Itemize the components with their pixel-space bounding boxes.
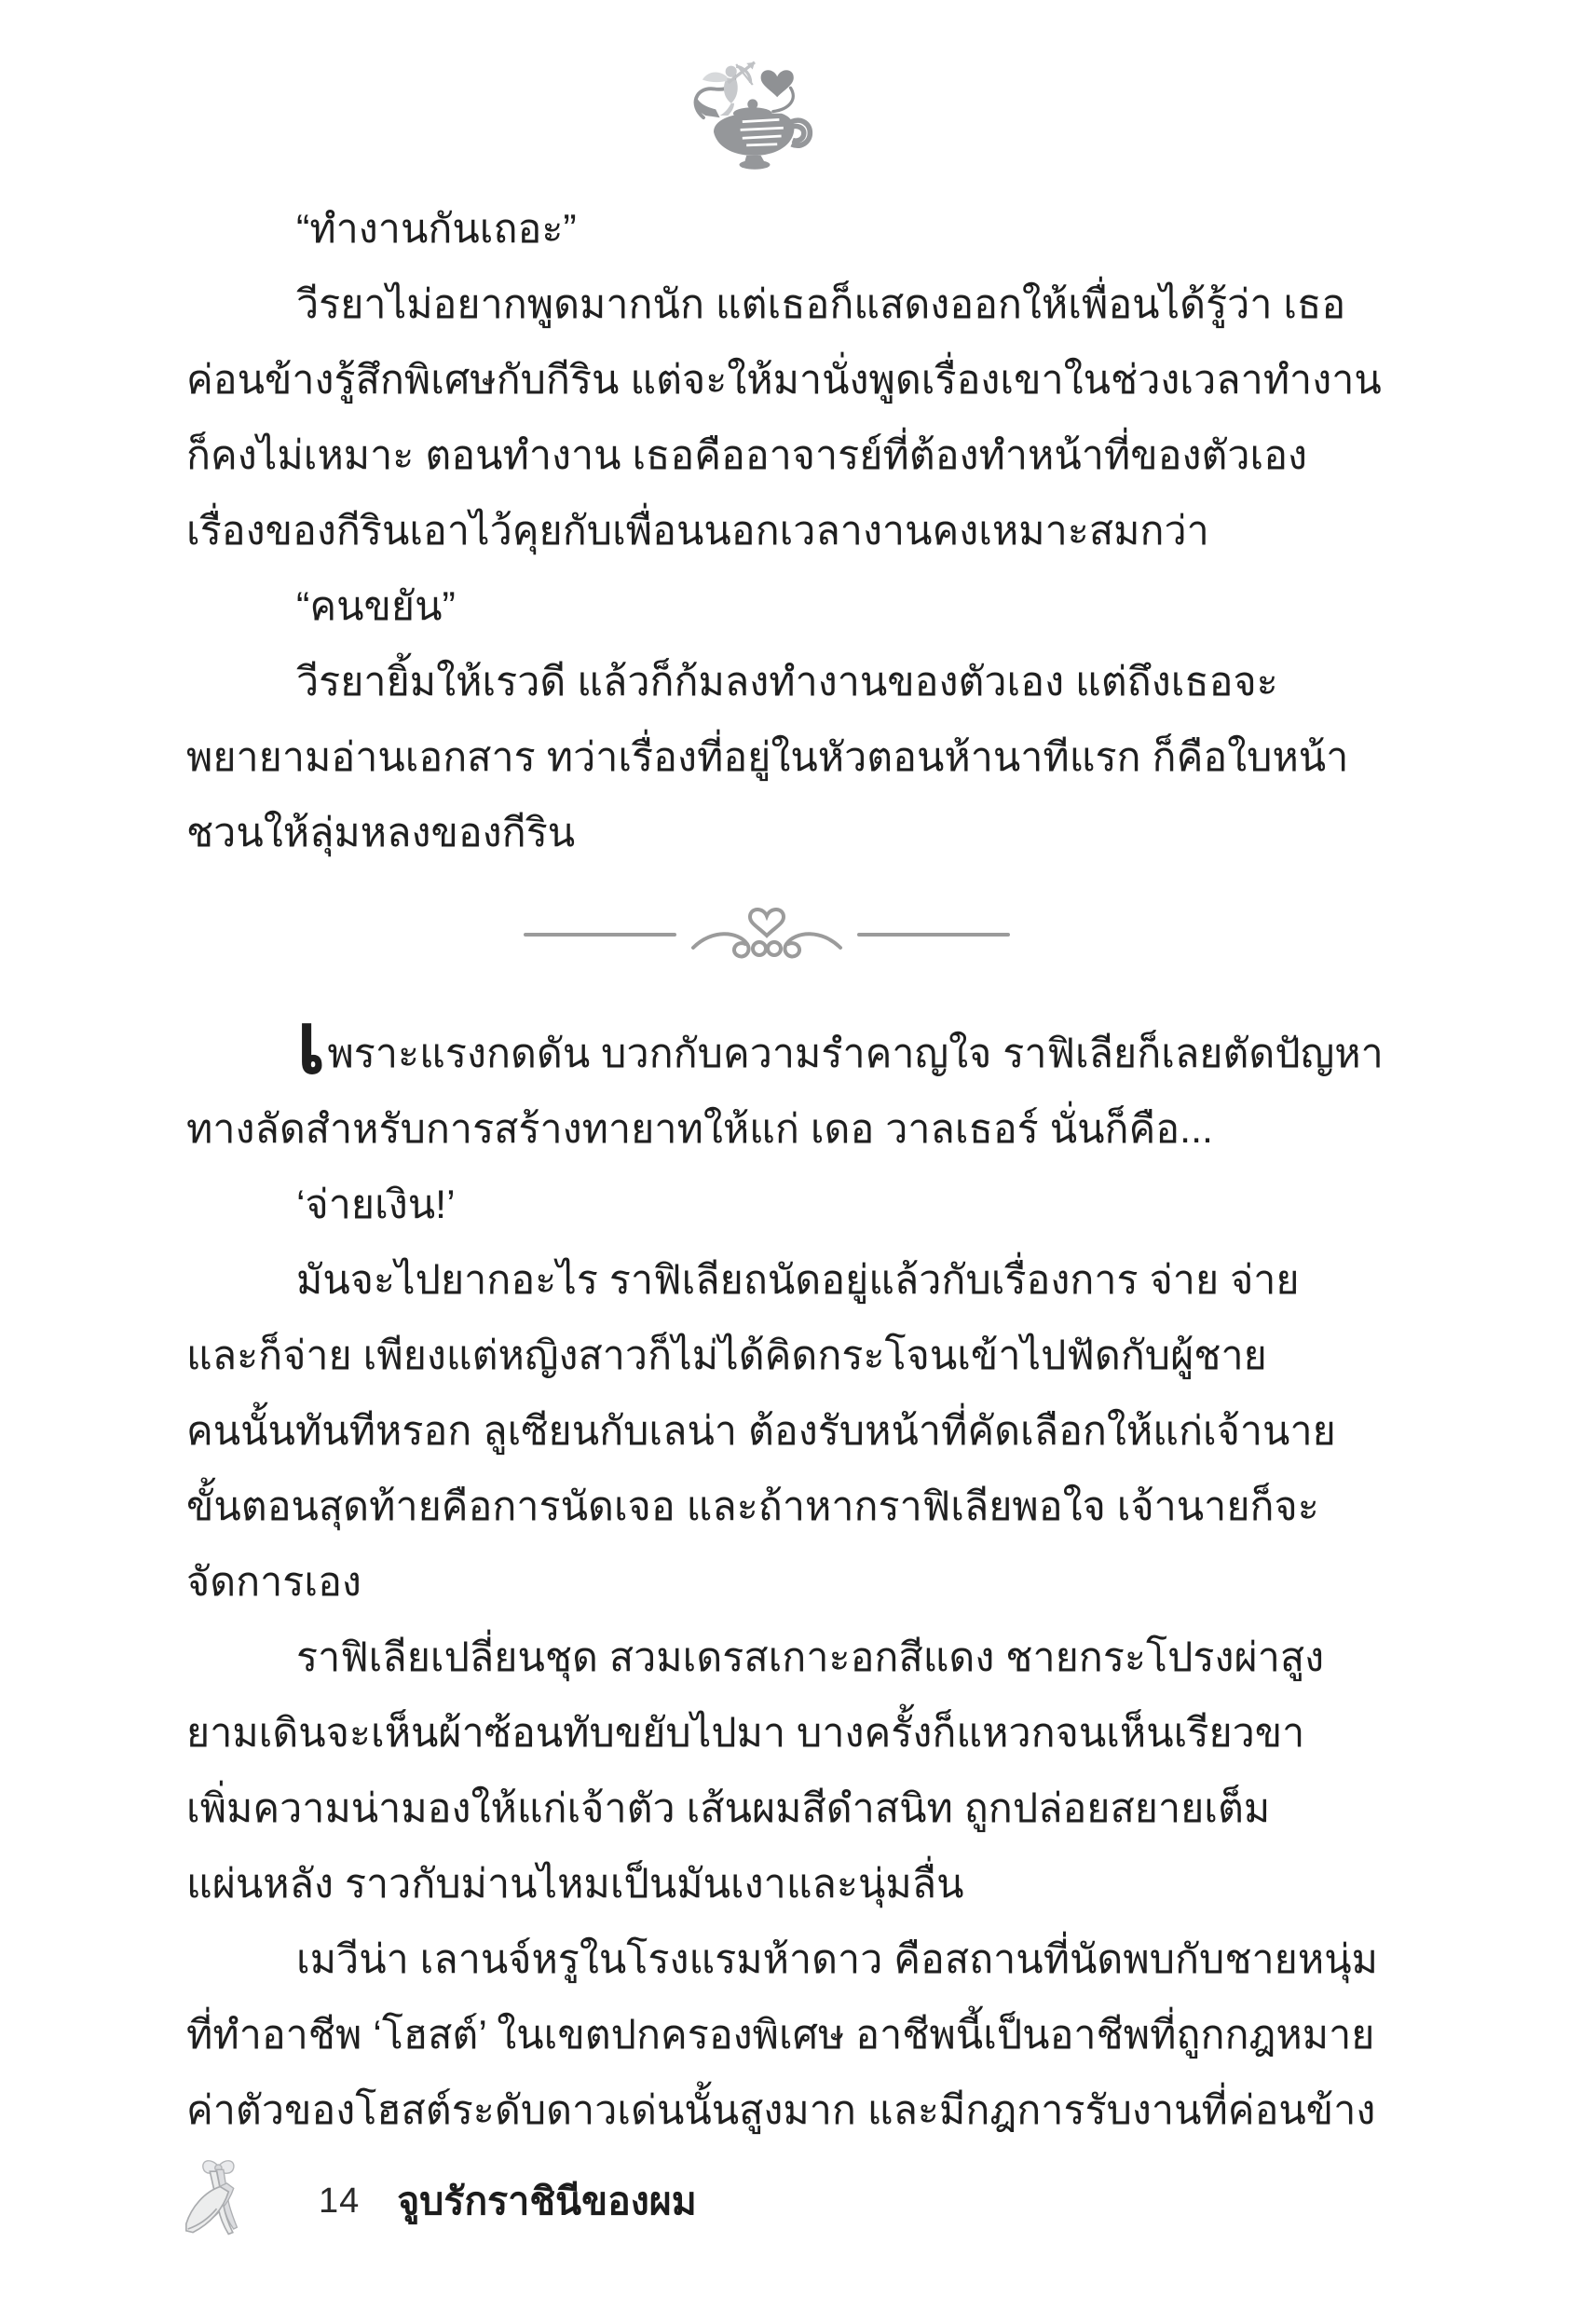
text-line: ที่ทำอาชีพ ‘โฮสต์’ ในเขตปกครองพิเศษ อาชีพนี้เป็นอาชีพที่ถูกกฎหมาย <box>186 2013 1375 2058</box>
text-line: ก็คงไม่เหมาะ ตอนทำงาน เธอคืออาจารย์ที่ต้องทำหน้าที่ของตัวเอง <box>186 433 1308 478</box>
lamp-handle-shape <box>792 120 811 145</box>
dialog-line: “ทำงานกันเถอะ” <box>296 207 577 252</box>
text-line: จัดการเอง <box>186 1560 361 1605</box>
dialog-line: “คนขยัน” <box>296 584 456 629</box>
text-line: ชวนให้ลุ่มหลงของกีริน <box>186 811 576 855</box>
genie-lamp-shape <box>695 97 810 170</box>
text-line: เรื่องของกีรินเอาไว้คุยกับเพื่อนนอกเวลางานคงเหมาะสมกว่า <box>186 509 1209 554</box>
text-line: มันจะไปยากอะไร ราฟิเลียถนัดอยู่แล้วกับเรื่องการ จ่าย จ่าย <box>296 1258 1300 1303</box>
text-line: ค่าตัวของโฮสต์ระดับดาวเด่นนั้นสูงมาก และมีกฎการรับงานที่ค่อนข้าง <box>186 2088 1376 2133</box>
text-line: แผ่นหลัง ราวกับม่านไหมเป็นมันเงาและนุ่มลื่น <box>186 1862 964 1907</box>
text-line: และก็จ่าย เพียงแต่หญิงสาวก็ไม่ได้คิดกระโจนเข้าไปฟัดกับผู้ชาย <box>186 1333 1267 1378</box>
text-line: เมวีน่า เลานจ์หรูในโรงแรมห้าดาว คือสถานที่นัดพบกับชายหนุ่ม <box>296 1937 1378 1982</box>
text-line: ค่อนข้างรู้สึกพิเศษกับกีริน แต่จะให้มานั่งพูดเรื่องเขาในช่วงเวลาทำงาน <box>186 358 1382 403</box>
text-line: วีรยายิ้มให้เรวดี แล้วก็ก้มลงทำงานของตัวเอง แต่ถึงเธอจะ <box>296 660 1278 704</box>
text-line: พราะแรงกดดัน บวกกับความรำคาญใจ ราฟิเลียก็เลยตัดปัญหา <box>327 1032 1384 1076</box>
text-line: เพิ่มความน่ามองให้แก่เจ้าตัว เส้นผมสีดำสนิท ถูกปล่อยสยายเต็ม <box>186 1786 1271 1831</box>
text-line: ขั้นตอนสุดท้ายคือการนัดเจอ และถ้าหากราฟิเลียพอใจ เจ้านายก็จะ <box>186 1484 1319 1529</box>
divider-rule-right <box>857 933 1010 937</box>
page-text-column <box>186 192 1384 2149</box>
text-line: วีรยาไม่อยากพูดมากนัก แต่เธอก็แสดงออกให้เพื่อนได้รู้ว่า เธอ <box>296 282 1346 327</box>
dialog-line: ‘จ่ายเงิน!’ <box>296 1183 456 1227</box>
scene-divider <box>186 896 1346 974</box>
text-line: คนนั้นทันทีหรอก ลูเซียนกับเลน่า ต้องรับหน้าที่คัดเลือกให้แก่เจ้านาย <box>186 1409 1336 1454</box>
heart-shape <box>761 70 794 111</box>
text-line: ทางลัดสำหรับการสร้างทายาทให้แก่ เดอ วาลเธอร์ นั่นก็คือ... <box>186 1107 1213 1152</box>
dropcap-line <box>186 996 1384 1092</box>
genie-lamp-cupid-ornament-icon <box>689 54 820 177</box>
page-footer <box>179 2154 697 2248</box>
heart-scroll-divider-icon <box>688 896 846 974</box>
book-title: จูบรักราชินีของผม <box>397 2179 697 2222</box>
divider-rule-left <box>524 933 676 937</box>
high-heels-icon <box>179 2154 265 2248</box>
text-line: พยายามอ่านเอกสาร ทว่าเรื่องที่อยู่ในหัวตอนห้านาทีแรก ก็คือใบหน้า <box>186 735 1349 780</box>
text-line: ยามเดินจะเห็นผ้าซ้อนทับขยับไปมา บางครั้งก็แหวกจนเห็นเรียวขา <box>186 1711 1305 1756</box>
dropcap-letter: เ <box>296 996 328 1091</box>
text-line: ราฟิเลียเปลี่ยนชุด สวมเดรสเกาะอกสีแดง ชายกระโปรงผ่าสูง <box>296 1635 1325 1680</box>
page-number: 14 <box>319 2181 361 2221</box>
